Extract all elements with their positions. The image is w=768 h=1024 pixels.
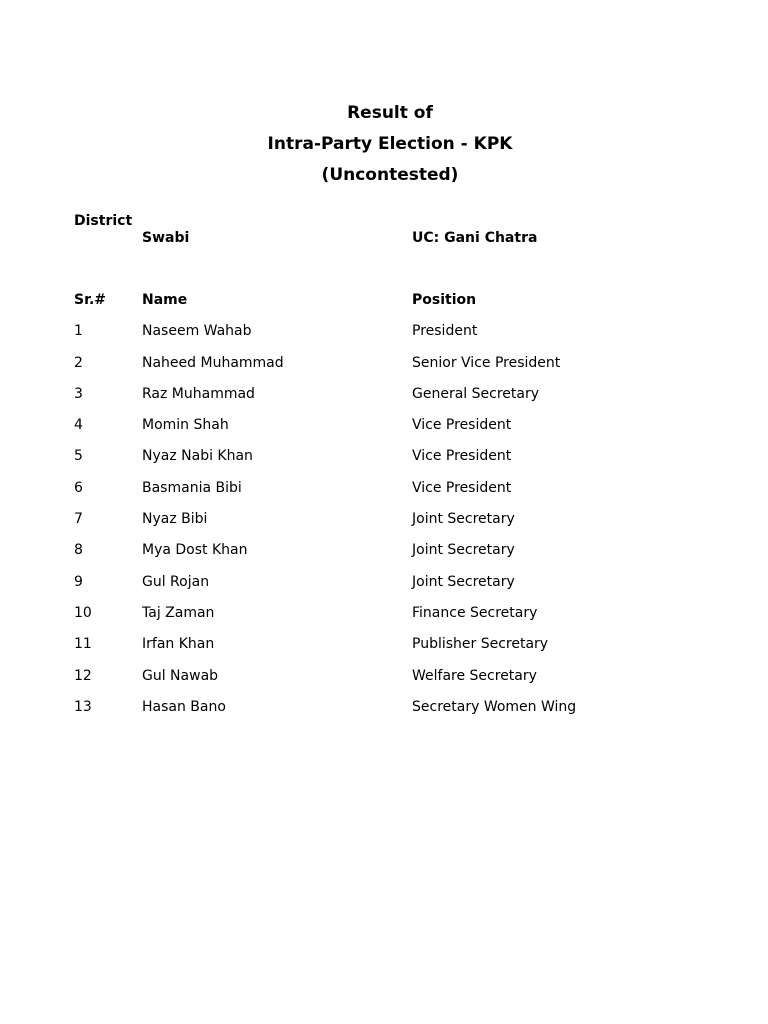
row-position: Vice President xyxy=(412,479,512,496)
row-position: Finance Secretary xyxy=(412,604,538,621)
row-position: Joint Secretary xyxy=(412,511,515,528)
row-position: Joint Secretary xyxy=(412,542,515,559)
row-name: Irfan Khan xyxy=(142,636,215,653)
header-name: Name xyxy=(142,292,188,308)
row-position: General Secretary xyxy=(412,385,539,402)
row-name: Nyaz Bibi xyxy=(142,511,208,528)
row-serial: 13 xyxy=(74,698,92,715)
row-position: Joint Secretary xyxy=(412,573,515,590)
document-title xyxy=(0,98,768,191)
row-position: Welfare Secretary xyxy=(412,667,537,684)
row-serial: 5 xyxy=(74,448,83,465)
row-name: Taj Zaman xyxy=(142,604,215,621)
row-serial: 4 xyxy=(74,417,83,434)
row-name: Naseem Wahab xyxy=(142,323,252,340)
row-serial: 3 xyxy=(74,385,83,402)
header-serial: Sr.# xyxy=(74,292,107,308)
row-position: President xyxy=(412,323,478,340)
row-serial: 8 xyxy=(74,542,83,559)
row-position: Vice President xyxy=(412,417,512,434)
title-line-3: (Uncontested) xyxy=(321,165,459,185)
row-serial: 12 xyxy=(74,667,92,684)
row-serial: 2 xyxy=(74,354,83,371)
row-serial: 9 xyxy=(74,573,83,590)
row-name: Gul Nawab xyxy=(142,667,219,684)
row-name: Raz Muhammad xyxy=(142,385,255,402)
union-council-label: UC: Gani Chatra xyxy=(412,230,538,246)
title-line-2: Intra-Party Election - KPK xyxy=(267,134,513,154)
district-value: Swabi xyxy=(142,230,190,246)
row-name: Naheed Muhammad xyxy=(142,354,284,371)
row-name: Momin Shah xyxy=(142,417,229,434)
row-name: Basmania Bibi xyxy=(142,479,242,496)
row-serial: 6 xyxy=(74,479,83,496)
row-position: Publisher Secretary xyxy=(412,636,549,653)
row-name: Mya Dost Khan xyxy=(142,542,248,559)
title-line-1: Result of xyxy=(347,103,433,123)
row-name: Hasan Bano xyxy=(142,698,226,715)
row-serial: 11 xyxy=(74,636,92,653)
row-position: Secretary Women Wing xyxy=(412,698,577,715)
row-name: Gul Rojan xyxy=(142,573,210,590)
row-position: Vice President xyxy=(412,448,512,465)
row-serial: 1 xyxy=(74,323,83,340)
row-serial: 7 xyxy=(74,511,83,528)
row-position: Senior Vice President xyxy=(412,354,561,371)
district-label: District xyxy=(74,213,133,229)
row-name: Nyaz Nabi Khan xyxy=(142,448,253,465)
row-serial: 10 xyxy=(74,604,92,621)
header-position: Position xyxy=(412,292,477,308)
